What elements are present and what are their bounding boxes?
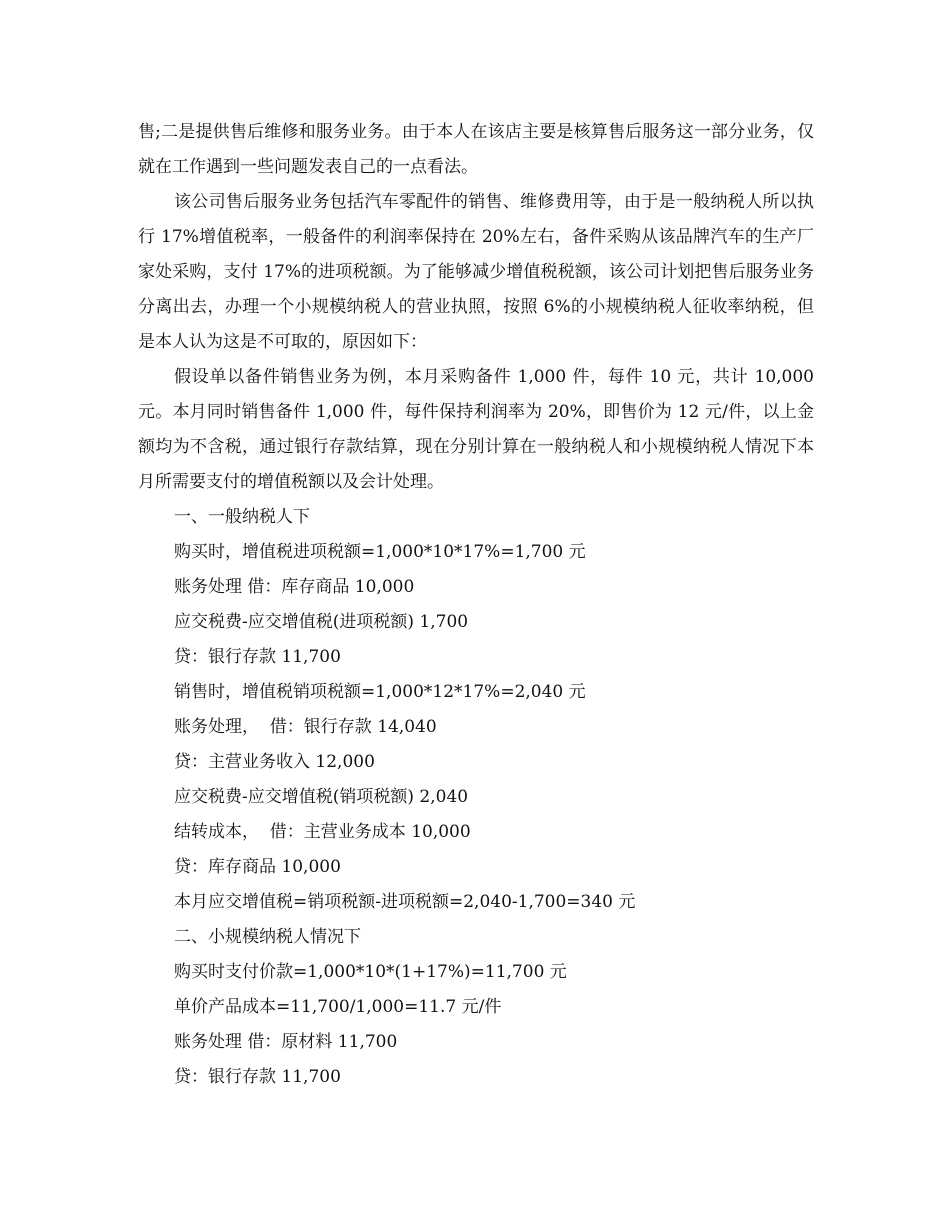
section-heading-small-scale-taxpayer: 二、小规模纳税人情况下 — [174, 927, 361, 947]
paragraph-company-tax: 该公司售后服务业务包括汽车零配件的销售、维修费用等，由于是一般纳税人所以执行 17%增值税率，一般备件的利润率保持在 20%左右，备件采购从该品牌汽车的生产厂家处采购，支付 17%的进项税额。为了能够减少增值税税额，该公司计划把售后服务业务分离出去，办理一个小规模纳税人的营业执照，按照 6%的小规模纳税人征收率纳税，但是本人认为这是不可取的，原因如下： — [138, 192, 814, 352]
paragraph-assumption: 假设单以备件销售业务为例，本月采购备件 1,000 件，每件 10 元，共计 10,000 元。本月同时销售备件 1,000 件，每件保持利润率为 20%，即售价为 12 元/件，以上金额均为不含税，通过银行存款结算，现在分别计算在一般纳税人和小规模纳税人情况下本月所需要支付的增值税额以及会计处理。 — [138, 367, 814, 492]
text-line: 贷：主营业务收入 12,000 — [174, 752, 375, 772]
text-line: 结转成本， 借：主营业务成本 10,000 — [174, 822, 471, 842]
paragraph-continuation: 售;二是提供售后维修和服务业务。由于本人在该店主要是核算售后服务这一部分业务，仅就在工作遇到一些问题发表自己的一点看法。 — [138, 122, 814, 177]
text-line: 单价产品成本=11,700/1,000=11.7 元/件 — [174, 997, 502, 1017]
text-line: 账务处理， 借：银行存款 14,040 — [174, 717, 437, 737]
text-line: 应交税费-应交增值税(销项税额) 2,040 — [174, 787, 469, 807]
text-line: 账务处理 借：原材料 11,700 — [174, 1032, 398, 1052]
section-heading-general-taxpayer: 一、一般纳税人下 — [174, 507, 310, 527]
text-line: 贷：银行存款 11,700 — [174, 1067, 341, 1087]
text-line: 贷：银行存款 11,700 — [174, 647, 341, 667]
text-line: 应交税费-应交增值税(进项税额) 1,700 — [174, 612, 469, 632]
text-line: 购买时，增值税进项税额=1,000*10*17%=1,700 元 — [174, 542, 586, 562]
text-line: 本月应交增值税=销项税额-进项税额=2,040-1,700=340 元 — [174, 892, 636, 912]
text-line: 账务处理 借：库存商品 10,000 — [174, 577, 415, 597]
text-line: 销售时，增值税销项税额=1,000*12*17%=2,040 元 — [174, 682, 586, 702]
text-line: 购买时支付价款=1,000*10*(1+17%)=11,700 元 — [174, 962, 567, 982]
document-body — [138, 115, 814, 1095]
text-line: 贷：库存商品 10,000 — [174, 857, 341, 877]
